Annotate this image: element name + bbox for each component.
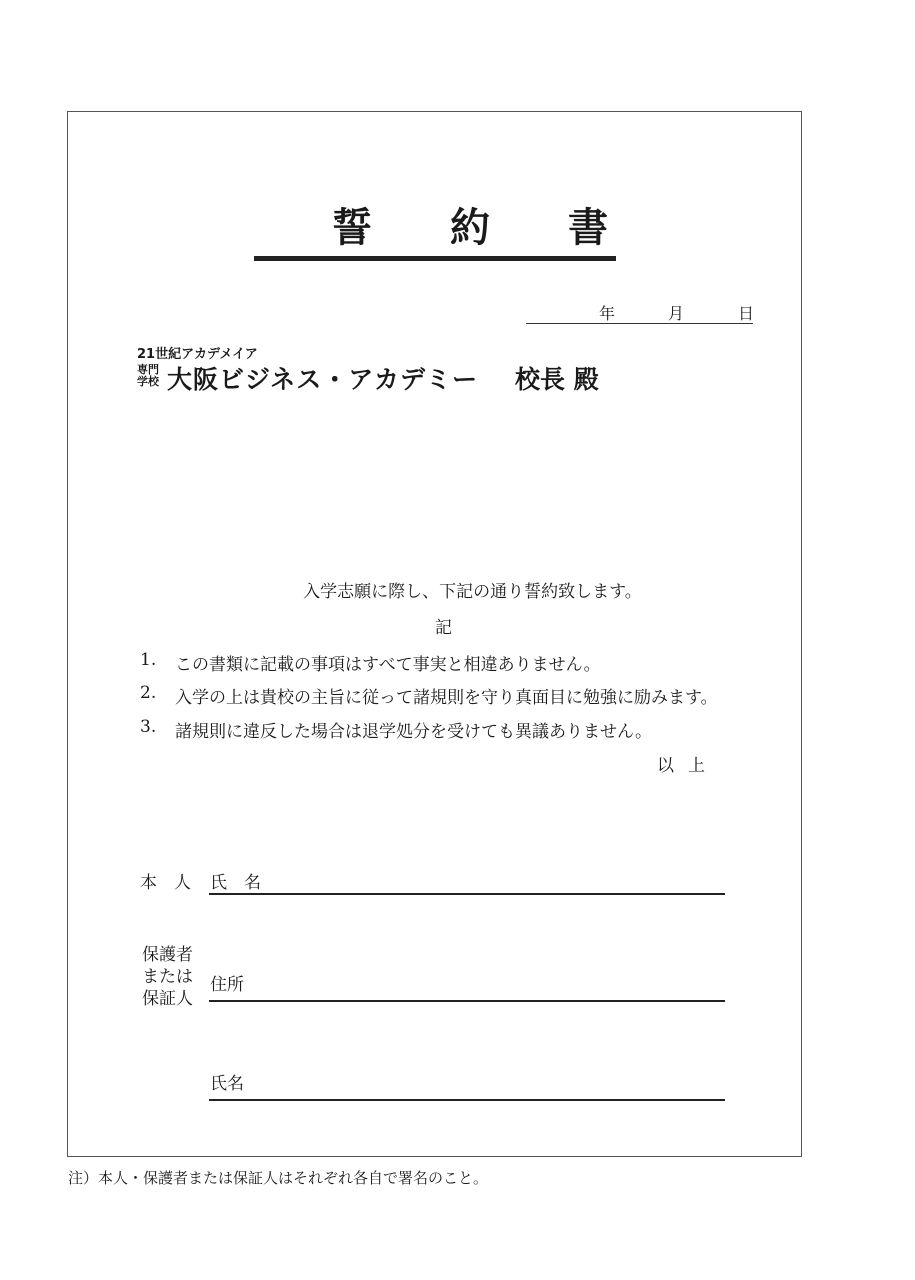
- title-underline: [254, 256, 616, 261]
- pledge-intro: 入学志願に際し、下記の通り誓約致します。: [303, 582, 642, 602]
- guardian-label-line2: または: [142, 967, 193, 987]
- guardian-name-line[interactable]: [209, 1099, 725, 1101]
- guardian-label: [142, 944, 202, 1010]
- item-text-1: この書類に記載の事項はすべて事実と相違ありません。: [175, 655, 601, 675]
- closing-mark: 以上: [657, 756, 719, 776]
- item-number-1: 1.: [140, 650, 157, 670]
- guardian-label-line3: 保証人: [142, 989, 193, 1009]
- school-type-line2: 学校: [137, 375, 159, 388]
- date-line: [526, 323, 753, 324]
- item-number-3: 3.: [140, 717, 157, 737]
- school-type-badge: [137, 364, 159, 388]
- self-name-line[interactable]: [209, 893, 725, 895]
- self-label: 本 人: [140, 873, 191, 893]
- date-day-label: 日: [738, 304, 755, 323]
- item-number-2: 2.: [140, 683, 157, 703]
- date-month-label: 月: [668, 304, 685, 323]
- self-name-label: 氏 名: [210, 873, 261, 893]
- school-type-line1: 専門: [137, 363, 159, 376]
- item-text-3: 諸規則に違反した場合は退学処分を受けても異議ありません。: [175, 722, 653, 742]
- document-title: 誓約書: [332, 204, 686, 251]
- institution-name: 大阪ビジネス・アカデミー: [167, 365, 479, 394]
- guardian-label-line1: 保護者: [142, 945, 193, 965]
- institution-subtitle: 21世紀アカデメイア: [137, 347, 258, 362]
- addressee: 校長 殿: [515, 365, 599, 394]
- guardian-name-label: 氏名: [210, 1074, 244, 1094]
- date-year-label: 年: [599, 304, 616, 323]
- item-text-2: 入学の上は貴校の主旨に従って諸規則を守り真面目に勉強に励みます。: [175, 688, 718, 708]
- address-line[interactable]: [209, 1000, 725, 1002]
- ki-marker: 記: [435, 618, 452, 638]
- address-label: 住所: [210, 975, 244, 995]
- footnote: 注）本人・保護者または保証人はそれぞれ各自で署名のこと。: [68, 1169, 489, 1187]
